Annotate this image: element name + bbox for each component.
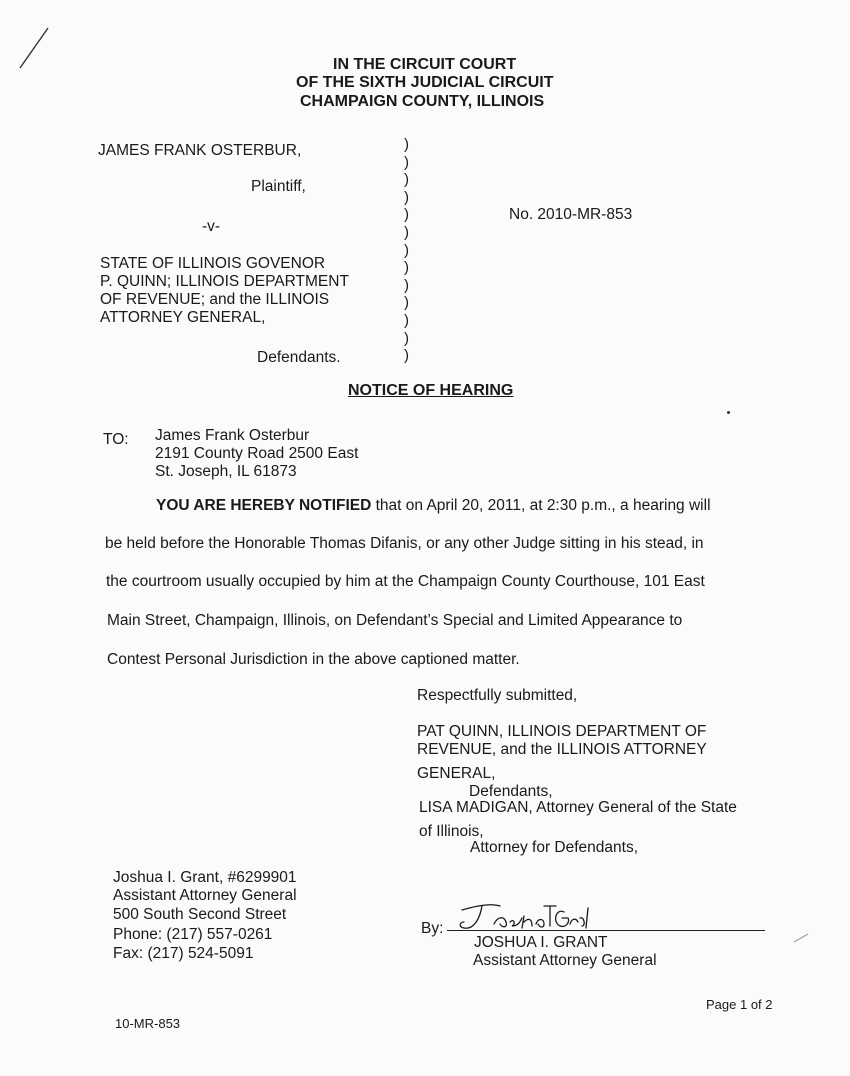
recipient-line: James Frank Osterbur (155, 427, 310, 444)
court-line-2: OF THE SIXTH JUDICIAL CIRCUIT (296, 74, 554, 91)
contact-line: Assistant Attorney General (113, 887, 297, 904)
signer-title: Assistant Attorney General (473, 952, 657, 969)
recipient-line: St. Joseph, IL 61873 (155, 463, 297, 480)
to-label: TO: (103, 431, 129, 448)
handwritten-signature (452, 898, 592, 938)
recipient-line: 2191 County Road 2500 East (155, 445, 359, 462)
defendant-line: OF REVENUE; and the ILLINOIS (100, 291, 330, 308)
signer-name: JOSHUA I. GRANT (474, 934, 608, 951)
contact-line: Joshua I. Grant, #6299901 (113, 869, 297, 886)
body-line-1 (156, 497, 711, 515)
by-label: By: (421, 920, 444, 937)
contact-line: 500 South Second Street (113, 906, 287, 923)
plaintiff-name: JAMES FRANK OSTERBUR, (98, 142, 302, 159)
court-line-1: IN THE CIRCUIT COURT (333, 56, 517, 73)
stray-dot (727, 411, 730, 414)
caption-parens: ) ) ) ) ) ) ) ) ) ) ) ) ) (404, 136, 409, 365)
versus: -v- (202, 218, 221, 235)
contact-line: Fax: (217) 524-5091 (113, 945, 254, 962)
page-number: Page 1 of 2 (706, 997, 773, 1012)
ag-line: LISA MADIGAN, Attorney General of the State (419, 799, 737, 816)
body-line-4: Main Street, Champaign, Illinois, on Defendant’s Special and Limited Appearance to (107, 612, 683, 629)
defendant-line: ATTORNEY GENERAL, (100, 309, 266, 326)
notice-title: NOTICE OF HEARING (348, 382, 514, 399)
body-line-2: be held before the Honorable Thomas Difanis, or any other Judge sitting in his stead, in (105, 535, 704, 552)
contact-line: Phone: (217) 557-0261 (113, 926, 273, 943)
ag-role: Attorney for Defendants, (470, 839, 639, 856)
footer-case-ref: 10-MR-853 (115, 1016, 181, 1031)
party-line: GENERAL, (417, 765, 496, 782)
body-line-5: Contest Personal Jurisdiction in the above captioned matter. (107, 651, 520, 668)
stray-mark-icon (792, 930, 812, 946)
pen-mark-icon (14, 24, 54, 74)
case-number: No. 2010-MR-853 (509, 206, 633, 223)
ag-line: of Illinois, (419, 823, 484, 840)
body-line-3: the courtroom usually occupied by him at the Champaign County Courthouse, 101 East (106, 573, 705, 590)
defendant-line: STATE OF ILLINOIS GOVENOR (100, 255, 326, 272)
party-line: PAT QUINN, ILLINOIS DEPARTMENT OF (417, 723, 707, 740)
closing: Respectfully submitted, (417, 687, 578, 704)
plaintiff-role: Plaintiff, (251, 178, 306, 195)
court-line-3: CHAMPAIGN COUNTY, ILLINOIS (300, 93, 545, 110)
notified-lead: YOU ARE HEREBY NOTIFIED (156, 497, 372, 514)
defendant-line: P. QUINN; ILLINOIS DEPARTMENT (100, 273, 349, 290)
party-role: Defendants, (469, 783, 553, 800)
party-line: REVENUE, and the ILLINOIS ATTORNEY (417, 741, 707, 758)
defendants-role: Defendants. (257, 349, 341, 366)
body-line-1-text: that on April 20, 2011, at 2:30 p.m., a hearing will (371, 497, 711, 514)
